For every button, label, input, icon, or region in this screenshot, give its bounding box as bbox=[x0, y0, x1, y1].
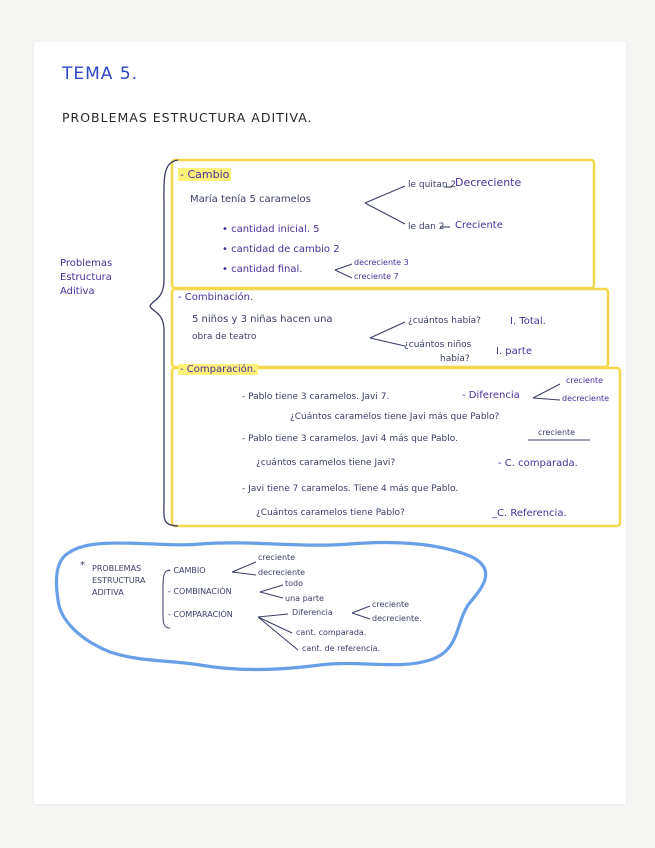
summary-comparacion: - COMPARACIÓN bbox=[168, 610, 233, 619]
summary-cambio: - CAMBIO bbox=[168, 566, 206, 575]
sum-dif-arrows bbox=[352, 606, 370, 619]
summary-label-line2: ESTRUCTURA bbox=[92, 576, 146, 585]
cambio-branch-top-result: Decreciente bbox=[455, 176, 522, 189]
sum-cambio-arrows bbox=[232, 562, 256, 575]
cambio-heading-text: - Cambio bbox=[180, 168, 230, 181]
comparacion-line6: ¿Cuántos caramelos tiene Pablo? bbox=[256, 508, 405, 518]
sum-comp-arrows bbox=[258, 614, 298, 650]
combinacion-heading: - Combinación. bbox=[178, 292, 254, 303]
combinacion-q1-result: I. Total. bbox=[510, 316, 546, 327]
summary-label-line1: PROBLEMAS bbox=[92, 564, 142, 573]
summary-cambio-cre: creciente bbox=[258, 553, 296, 562]
comparacion-heading bbox=[178, 364, 258, 375]
cambio-final-dec: decreciente 3 bbox=[354, 258, 409, 267]
sum-comb-arrows bbox=[260, 585, 283, 598]
combinacion-q1: ¿cuántos había? bbox=[408, 316, 481, 326]
summary-cambio-dec: decreciente bbox=[258, 568, 306, 577]
comparacion-line6-result: _C. Referencia. bbox=[492, 508, 567, 519]
summary-star: * bbox=[80, 560, 85, 571]
cambio-branch-top: le quitan 2 bbox=[408, 180, 457, 190]
combinacion-q2-result: I. parte bbox=[496, 346, 532, 357]
comparacion-line3-note: creciente bbox=[538, 428, 576, 437]
comparacion-line1-cre: creciente bbox=[566, 376, 604, 385]
cambio-example: María tenía 5 caramelos bbox=[190, 194, 311, 205]
summary-comp-dif-cre: creciente bbox=[372, 600, 410, 609]
main-brace bbox=[150, 160, 178, 526]
side-label-line2: Estructura bbox=[60, 272, 112, 283]
comb-arrows bbox=[370, 322, 405, 346]
summary-label-line3: ADITIVA bbox=[92, 588, 124, 597]
combinacion-example-line2: obra de teatro bbox=[192, 332, 257, 342]
summary-comp-dif-dec: decreciente. bbox=[372, 614, 422, 623]
combinacion-q2-line1: ¿cuántos niños bbox=[404, 340, 472, 350]
summary-comb-todo: todo bbox=[285, 579, 304, 588]
comp-diff-arrows bbox=[533, 384, 560, 400]
summary-comp-dif: Diferencia bbox=[292, 608, 333, 617]
comparacion-line3: - Pablo tiene 3 caramelos. Javi 4 más que Pablo. bbox=[242, 434, 458, 444]
summary-brace bbox=[163, 570, 170, 628]
page-title: TEMA 5. bbox=[62, 64, 139, 84]
cambio-arrow-up bbox=[365, 186, 405, 203]
comparacion-heading-text: - Comparación. bbox=[180, 364, 257, 375]
combinacion-q2-line2: había? bbox=[440, 354, 470, 364]
cambio-branch-bottom-result: Creciente bbox=[455, 220, 503, 231]
comparacion-line5: - Javi tiene 7 caramelos. Tiene 4 más que Pablo. bbox=[242, 484, 459, 494]
cambio-branch-bottom: le dan 2 bbox=[408, 222, 445, 232]
cambio-arrow-down bbox=[365, 203, 405, 224]
comparacion-line4: ¿cuántos caramelos tiene Javi? bbox=[256, 458, 396, 468]
summary-comp-referencia: cant. de referencia. bbox=[302, 644, 381, 653]
cambio-bullet-final: • cantidad final. bbox=[222, 264, 303, 275]
comparacion-line1: - Pablo tiene 3 caramelos. Javi 7. bbox=[242, 392, 390, 402]
comparacion-line2: ¿Cuántos caramelos tiene Javi más que Pablo? bbox=[290, 412, 500, 422]
cambio-bullet-cambio: • cantidad de cambio 2 bbox=[222, 244, 340, 255]
cambio-final-cre: creciente 7 bbox=[354, 272, 399, 281]
cambio-heading bbox=[178, 168, 231, 181]
comparacion-box bbox=[172, 368, 620, 526]
summary-comb-parte: una parte bbox=[285, 594, 324, 603]
comparacion-line1-result: - Diferencia bbox=[462, 390, 520, 401]
comparacion-line4-result: - C. comparada. bbox=[498, 458, 578, 469]
side-label-line3: Aditiva bbox=[60, 286, 95, 297]
side-label-line1: Problemas bbox=[60, 258, 113, 269]
summary-comp-comparada: cant. comparada. bbox=[296, 628, 367, 637]
page-subtitle: PROBLEMAS ESTRUCTURA ADITIVA. bbox=[62, 110, 313, 125]
combinacion-example-line1: 5 niños y 3 niñas hacen una bbox=[192, 314, 333, 325]
final-arrows bbox=[335, 264, 352, 278]
comparacion-line1-dec: decreciente bbox=[562, 394, 610, 403]
summary-combinacion: - COMBINACIÓN bbox=[168, 587, 232, 596]
cambio-bullet-inicial: • cantidad inicial. 5 bbox=[222, 224, 320, 235]
